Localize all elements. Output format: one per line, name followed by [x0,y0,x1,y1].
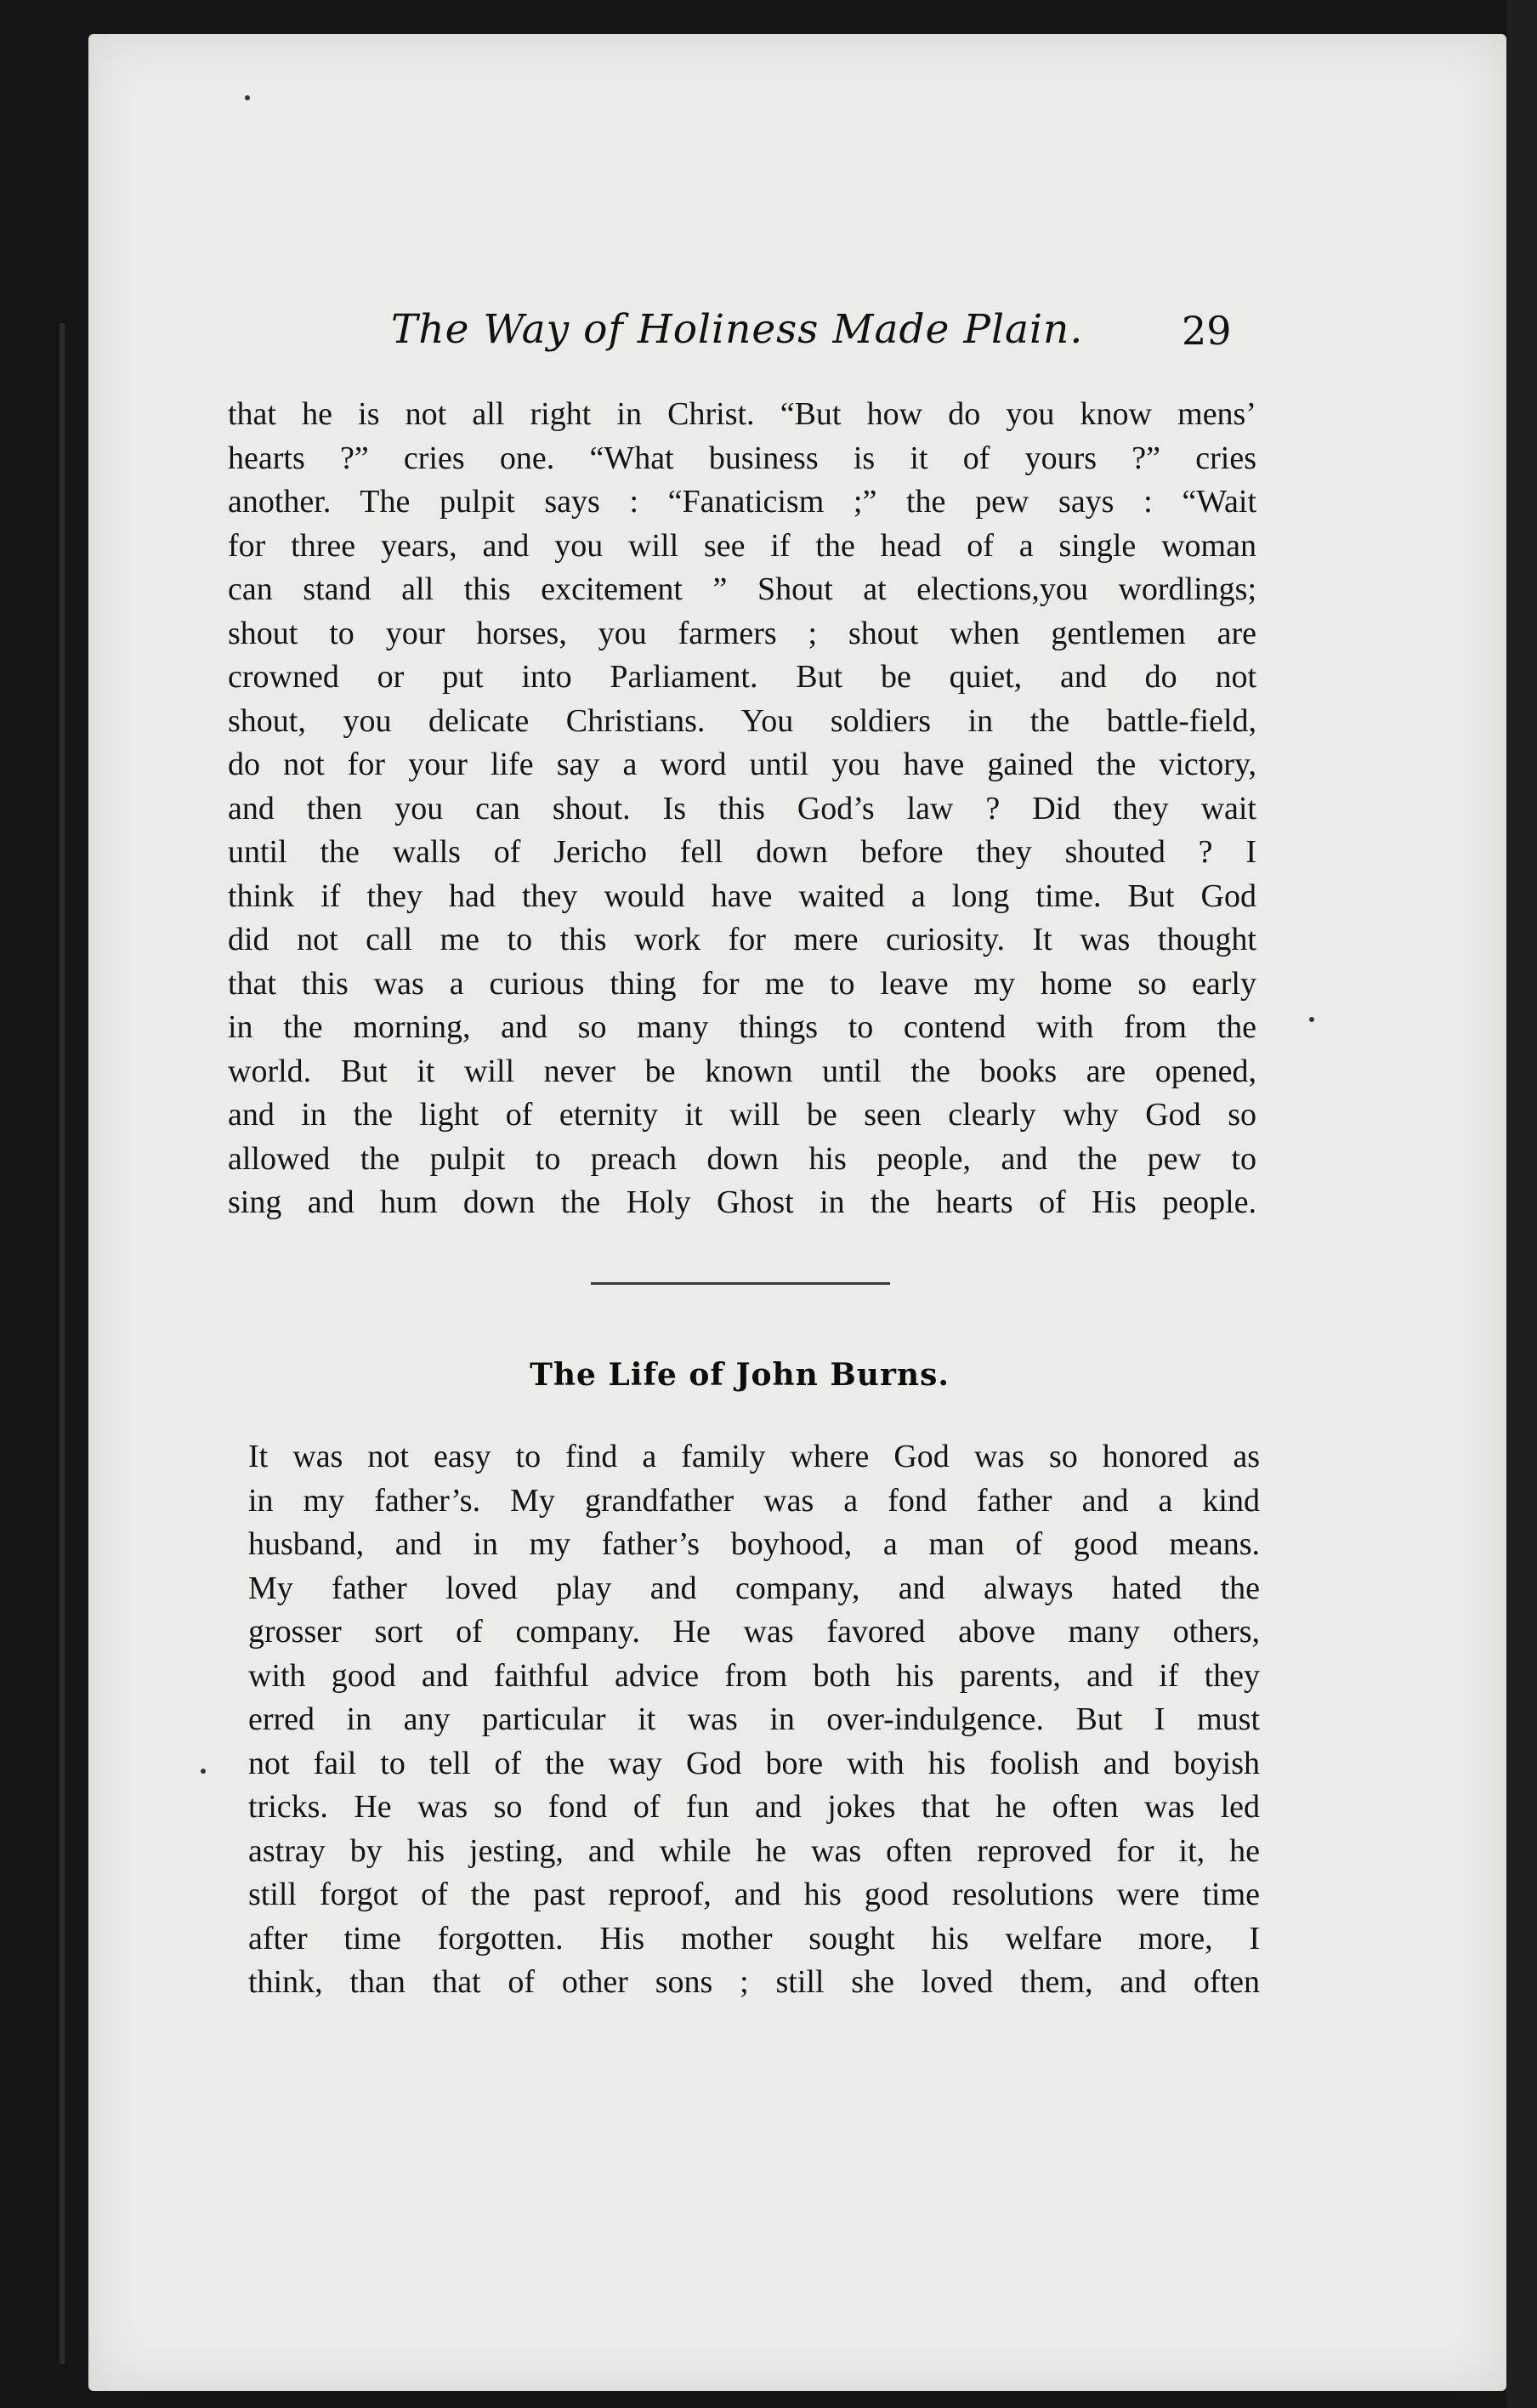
page-number: 29 [1182,308,1232,354]
text-line: crowned or put into Parliament. But be quiet, and do not [228,659,1256,695]
text-line: My father loved play and company, and always hated the [248,1570,1260,1606]
text-line: not fail to tell of the way God bore with his foolish and boyish [248,1745,1260,1781]
text-line: until the walls of Jericho fell down before they shouted ? I [228,834,1256,870]
section-divider [591,1282,890,1285]
page-edge [1506,0,1537,2408]
text-line: grosser sort of company. He was favored above many others, [248,1614,1260,1650]
text-line: erred in any particular it was in over-indulgence. But I must [248,1701,1260,1737]
text-line: did not call me to this work for mere curiosity. It was thought [228,922,1256,957]
text-line: allowed the pulpit to preach down his people, and the pew to [228,1140,1256,1177]
text-line: for three years, and you will see if the head of a single woman [228,527,1256,564]
text-line: tricks. He was so fond of fun and jokes that he often was led [248,1789,1260,1825]
print-speck [245,95,250,100]
text-line: do not for your life say a word until you have gained the victory, [228,747,1256,782]
section-title: The Life of John Burns. [530,1357,950,1393]
text-line: shout to your horses, you farmers ; shout when gentlemen are [228,615,1256,651]
text-line: think if they had they would have waited a long time. But God [228,877,1256,914]
text-line: husband, and in my father’s boyhood, a man of good means. [248,1526,1260,1562]
text-line: shout, you delicate Christians. You soldiers in the battle-field, [228,702,1256,739]
section-2-body [248,1435,1260,2005]
text-line: sing and hum down the Holy Ghost in the hearts of His people. [228,1184,1256,1220]
text-line: with good and faithful advice from both his parents, and if they [248,1657,1260,1694]
text-line: that he is not all right in Christ. “But how do you know mens’ [228,396,1256,432]
text-line: and then you can shout. Is this God’s law ? Did they wait [228,790,1256,826]
text-line: world. But it will never be known until the books are opened, [228,1053,1256,1089]
text-line: astray by his jesting, and while he was often reproved for it, he [248,1832,1260,1869]
text-line: hearts ?” cries one. “What business is it of yours ?” cries [228,440,1256,476]
text-line: in my father’s. My grandfather was a fond father and a kind [248,1482,1260,1519]
text-line: still forgot of the past reproof, and his good resolutions were time [248,1877,1260,1912]
text-line: another. The pulpit says : “Fanaticism ;” the pew says : “Wait [228,484,1256,520]
running-head: The Way of Holiness Made Plain. [391,306,1084,353]
section-1-body [228,393,1256,1225]
print-speck [201,1769,206,1774]
text-line: that this was a curious thing for me to leave my home so early [228,965,1256,1002]
text-line: after time forgotten. His mother sought his welfare more, I [248,1920,1260,1956]
print-speck [1309,1017,1314,1022]
text-line: in the morning, and so many things to contend with from the [228,1009,1256,1045]
binding-shadow [60,323,65,2364]
text-line: think, than that of other sons ; still she loved them, and often [248,1964,1260,2000]
text-line: and in the light of eternity it will be seen clearly why God so [228,1097,1256,1133]
text-line: It was not easy to find a family where God was so honored as [248,1439,1260,1474]
text-line: can stand all this excitement ” Shout at elections,you wordlings; [228,571,1256,607]
